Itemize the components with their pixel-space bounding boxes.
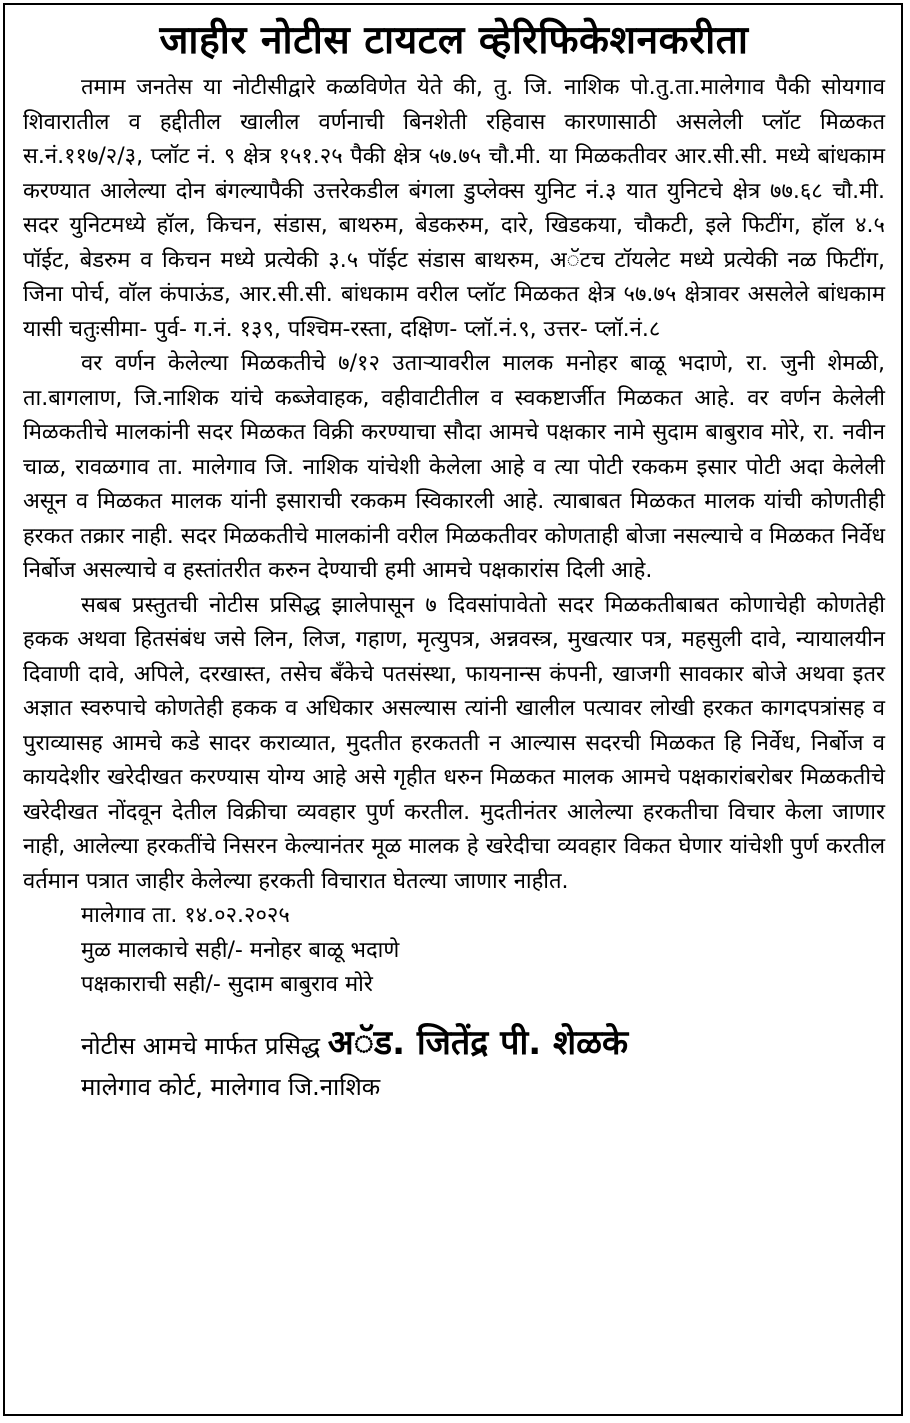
public-notice	[3, 3, 903, 1416]
party-signature: पक्षकाराची सही/- सुदाम बाबुराव मोरे	[81, 972, 373, 997]
advocate-address: मालेगाव कोर्ट, मालेगाव जि.नाशिक	[81, 1072, 381, 1101]
objection-paragraph: सबब प्रस्तुतची नोटीस प्रसिद्ध झालेपासून ७ दिवसांपावेतो सदर मिळकतीबाबत कोणाचेही कोणतेही हकक अथवा हितसंबंध जसे लिन, लिज, गहाण, मृत्युपत्र, अन्नवस्त्र, मुखत्यार पत्र, महसुली दावे, न्यायालयीन दिवाणी दावे, अपिले, दरखास्त, तसेच बँकेचे पतसंस्था, फायनान्स कंपनी, खाजगी सावकार बोजे अथवा इतर अज्ञात स्वरुपाचे कोणतेही हकक व अधिकार असल्यास त्यांनी खालील पत्यावर लोखी हरकत कागदपत्रांसह व पुराव्यासह आमचे कडे सादर कराव्यात, मुदतीत हरकतती न आल्यास सदरची मिळकत हि निर्वेध, निर्बोज व कायदेशीर खरेदीखत करण्यास योग्य आहे असे गृहीत धरुन मिळकत मालक आमचे पक्षकारांबरोबर मिळकतीचे खरेदीखत नोंदवून देतील विक्रीचा व्यवहार पुर्ण करतील. मुदतीनंतर आलेल्या हरकतीचा विचार केला जाणार नाही, आलेल्या हरकतींचे निसरन केल्यानंतर मूळ मालक हे खरेदीचा व्यवहार विकत घेणार यांचेशी पुर्ण करतील वर्तमान पत्रात जाहीर केलेल्या हरकती विचारात घेतल्या जाणार नाहीत.	[23, 592, 885, 894]
published-by-label: नोटीस आमचे मार्फत प्रसिद्ध	[81, 1031, 321, 1060]
ownership-paragraph: वर वर्णन केलेल्या मिळकतीचे ७/१२ उताऱ्यावरील मालक मनोहर बाळू भदाणे, रा. जुनी शेमळी, ता.बागलाण, जि.नाशिक यांचे कब्जेवाहक, वहीवाटीतील व स्वकष्टार्जीत मिळकत आहे. वर वर्णन केलेली मिळकतीचे मालकांनी सदर मिळकत विक्री करण्याचा सौदा आमचे पक्षकार नामे सुदाम बाबुराव मोरे, रा. नवीन चाळ, रावळगाव ता. मालेगाव जि. नाशिक यांचेशी केलेला आहे व त्या पोटी रककम इसार पोटी अदा केलेली असून व मिळकत मालक यांनी इसाराची रककम स्विकारली आहे. त्याबाबत मिळकत मालक यांची कोणतीही हरकत तक्रार नाही. सदर मिळकतीचे मालकांनी वरील मिळकतीवर कोणताही बोजा नसल्याचे व मिळकत निर्वेध निर्बोज असल्याचे व हस्तांतरीत करुन देण्याची हमी आमचे पक्षकारांस दिली आहे.	[23, 351, 885, 583]
place-date: मालेगाव ता. १४.०२.२०२५	[81, 903, 290, 928]
property-description-paragraph: तमाम जनतेस या नोटीसीद्वारे कळविणेत येते की, तु. जि. नाशिक पो.तु.ता.मालेगाव पैकी सोयगाव शिवारातील व हद्दीतील खालील वर्णनाची बिनशेती रहिवास कारणासाठी असलेली प्लॉट मिळकत स.नं.११७/२/३, प्लॉट नं. ९ क्षेत्र १५१.२५ पैकी क्षेत्र ५७.७५ चौ.मी. या मिळकतीवर आर.सी.सी. मध्ये बांधकाम करण्यात आलेल्या दोन बंगल्यापैकी उत्तरेकडील बंगला डुप्लेक्स युनिट नं.३ यात युनिटचे क्षेत्र ७७.६८ चौ.मी. सदर युनिटमध्ये हॉल, किचन, संडास, बाथरुम, बेडकरुम, दारे, खिडकया, चौकटी, इले फिटींग, हॉल ४.५ पॉईट, बेडरुम व किचन मध्ये प्रत्येकी ३.५ पॉईट संडास बाथरुम, अॅटच टॉयलेट मध्ये प्रत्येकी नळ फिटींग, जिना पोर्च, वॉल कंपाऊंड, आर.सी.सी. बांधकाम वरील प्लॉट मिळकत क्षेत्र ५७.७५ क्षेत्रावर असलेले बांधकाम यासी चतुःसीमा- पुर्व- ग.नं. १३९, पश्चिम-रस्ता, दक्षिण- प्लॉ.नं.९, उत्तर- प्लॉ.नं.८	[23, 75, 885, 342]
publisher-line	[23, 1021, 885, 1068]
advocate-name: अॅड. जितेंद्र पी. शेळके	[327, 1022, 629, 1063]
owner-signature: मुळ मालकाचे सही/- मनोहर बाळू भदाणे	[81, 937, 400, 963]
notice-title: जाहीर नोटीस टायटल व्हेरिफिकेशनकरीता	[159, 18, 749, 63]
